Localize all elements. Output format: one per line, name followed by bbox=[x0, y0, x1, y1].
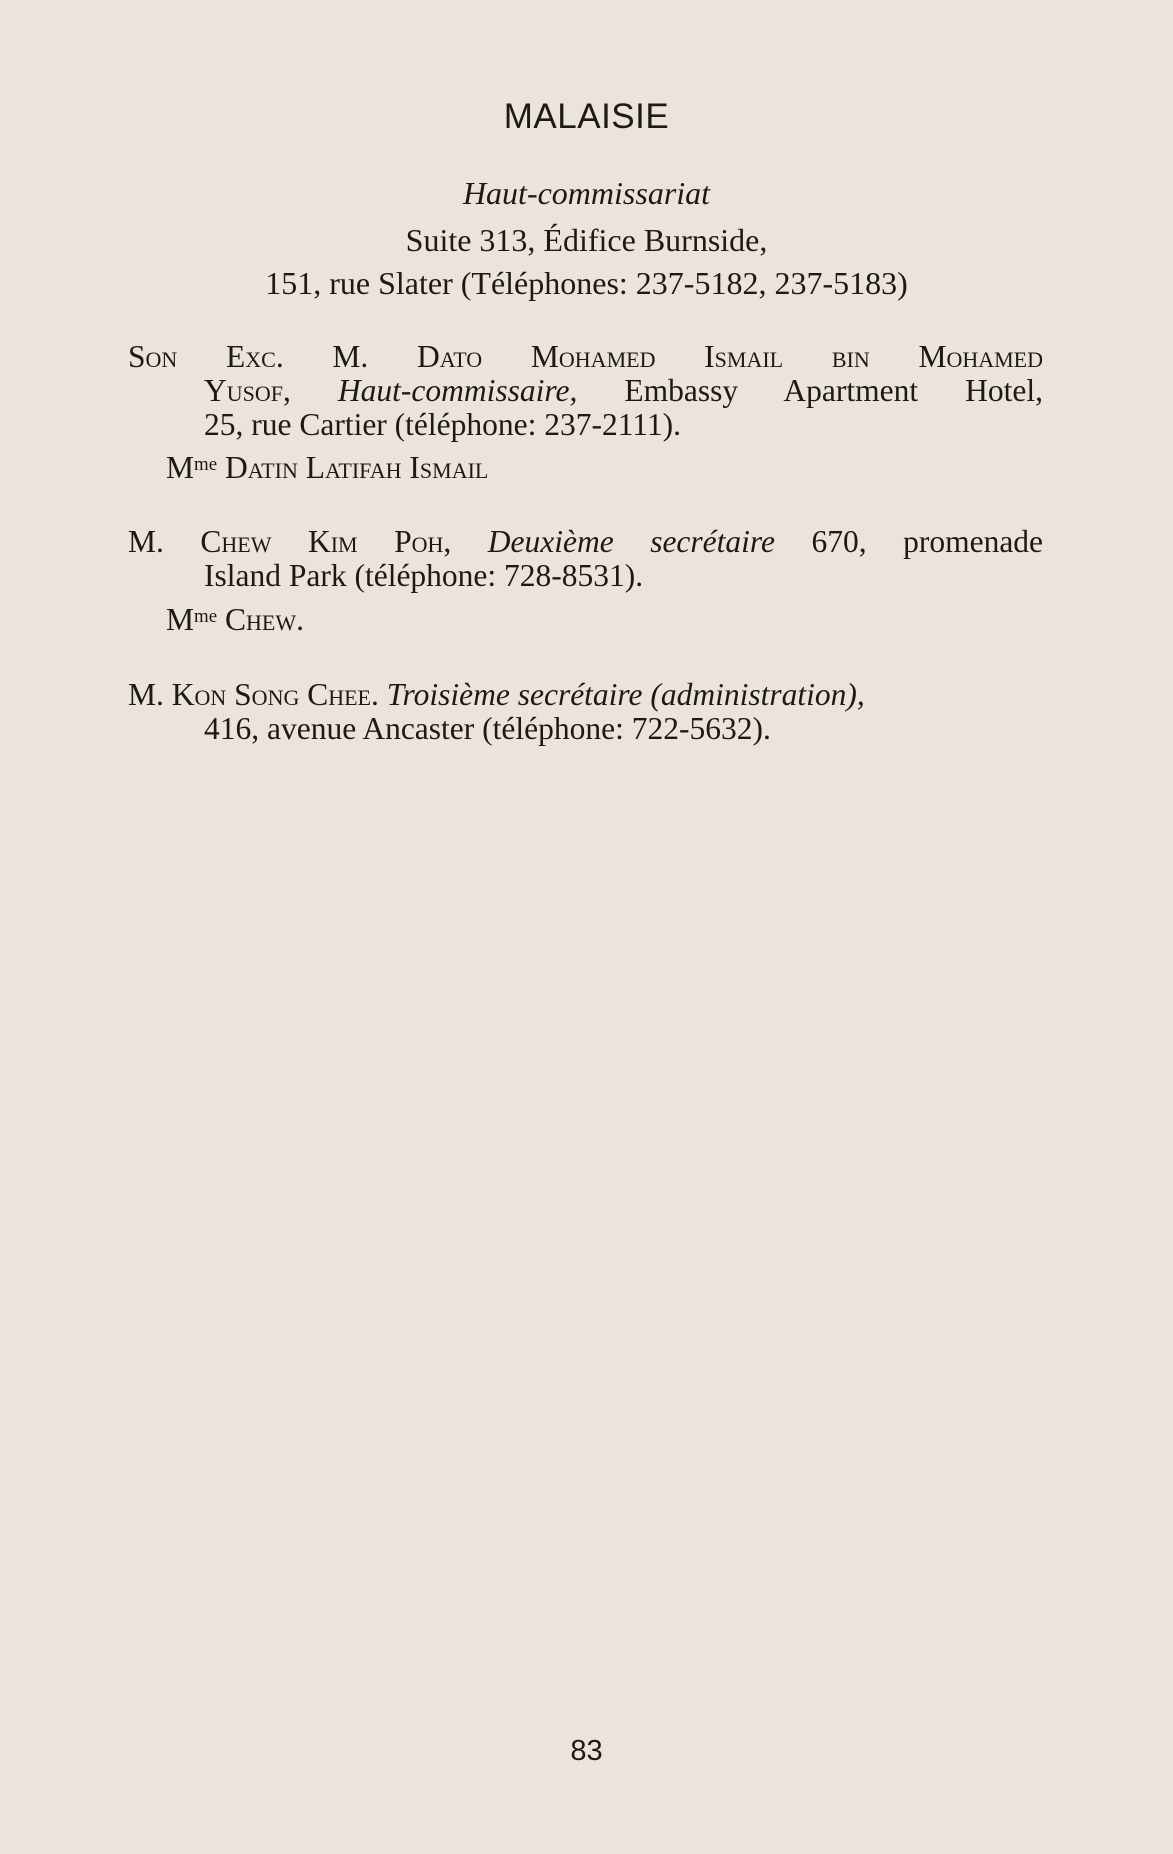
mission-address-line1: Suite 313, Édifice Burnside, bbox=[405, 222, 768, 258]
entry-details: Embassy Apartment Hotel, bbox=[624, 373, 1043, 408]
spouse-entry bbox=[166, 450, 488, 486]
spouse-name: Chew. bbox=[224, 602, 304, 637]
spouse-name: Datin Latifah Ismail bbox=[224, 450, 489, 485]
entry-high-commissioner bbox=[128, 340, 1043, 442]
entry-line bbox=[128, 340, 1043, 374]
spouse-entry bbox=[166, 602, 304, 638]
entry-title: Haut-commissaire, bbox=[337, 373, 578, 408]
entry-name: Dato Mohamed Ismail bin Mohamed bbox=[417, 339, 1044, 374]
spouse-prefix: M bbox=[166, 450, 195, 485]
entry-details-line2: Island Park (téléphone: 728-8531). bbox=[204, 558, 644, 593]
spouse-prefix: M bbox=[166, 602, 195, 637]
entry-name: Kon Song Chee. bbox=[171, 677, 379, 712]
spouse-prefix-sup: me bbox=[194, 454, 218, 475]
mission-type: Haut-commissariat bbox=[462, 175, 711, 211]
country-heading: MALAISIE bbox=[503, 97, 670, 136]
entry-name-cont: Yusof, bbox=[204, 373, 291, 408]
entry-prefix: M. bbox=[128, 677, 164, 712]
entry-title: Deuxième secrétaire bbox=[487, 524, 775, 559]
mission-address-line2: 151, rue Slater (Téléphones: 237-5182, 237-5183) bbox=[265, 265, 908, 301]
entry-second-secretary bbox=[128, 525, 1043, 593]
entry-details-line2: 25, rue Cartier (téléphone: 237-2111). bbox=[204, 407, 682, 442]
entry-prefix: M. bbox=[128, 524, 164, 559]
entry-line bbox=[128, 678, 1043, 712]
entry-title: Troisième secrétaire (administration), bbox=[386, 677, 865, 712]
entry-third-secretary bbox=[128, 678, 1043, 746]
spouse-prefix-sup: me bbox=[194, 606, 218, 627]
entry-details: 670, promenade bbox=[811, 524, 1044, 559]
entry-details-line2: 416, avenue Ancaster (téléphone: 722-5632). bbox=[204, 711, 771, 746]
entry-prefix: Son Exc. M. bbox=[128, 339, 369, 374]
entry-line bbox=[128, 525, 1043, 559]
page-number: 83 bbox=[570, 1735, 603, 1767]
entry-name: Chew Kim Poh, bbox=[200, 524, 452, 559]
entry-line bbox=[128, 374, 1043, 408]
